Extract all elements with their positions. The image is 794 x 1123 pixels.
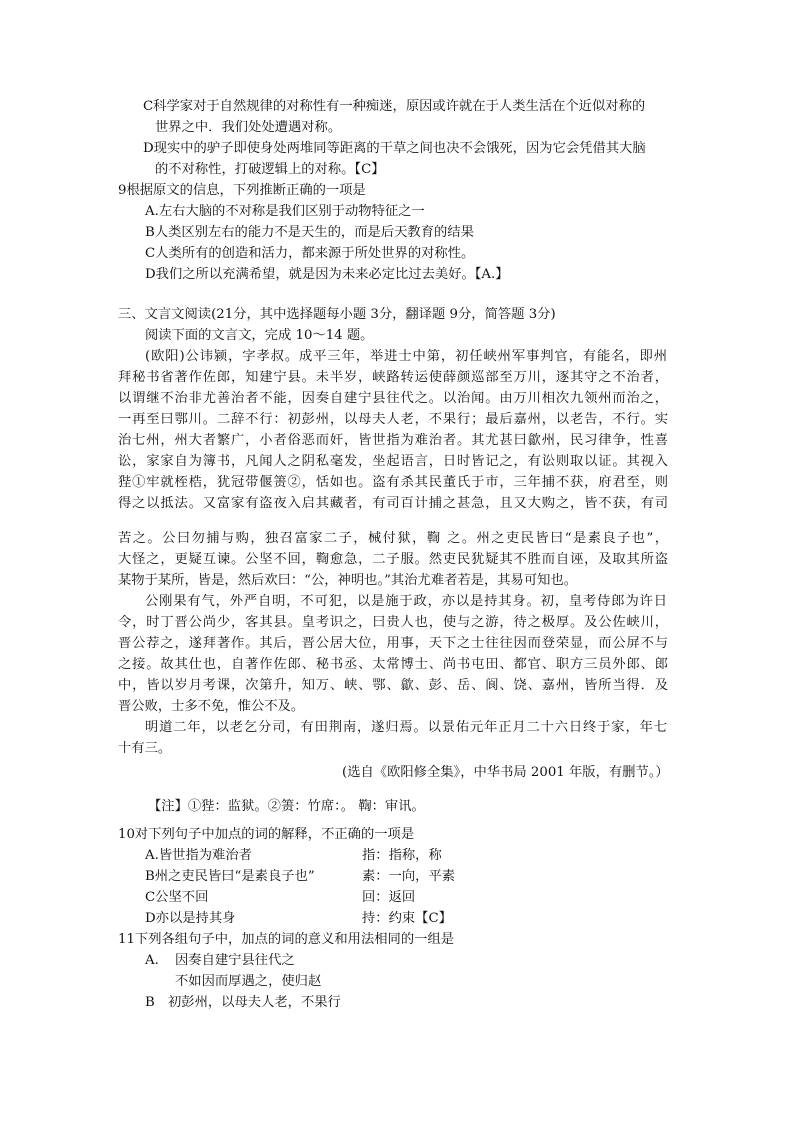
passage-line: 之接。故其仕也，自著作佐郎、秘书丞、太常博士、尚书屯田、都官、职方三员外郎、郎 [118, 657, 668, 672]
q11-option-a-label: A. [145, 953, 159, 968]
passage-line: 晋公荐之，遂拜著作。其后，晋公居大位，用事，天下之士往往因而登荣显，而公屏不与 [118, 636, 668, 651]
passage-line: 苦之。公曰勿捕与购，独召富家二子，械付狱，鞫 之。州之吏民皆曰“是素良子也”， [118, 531, 668, 546]
q10-option-b-sentence: B州之吏民皆曰“是素良子也” [145, 869, 315, 884]
q11-option-b-label: B [145, 995, 155, 1010]
q9-option-c: C人类所有的创造和活力，都来源于所处世界的对称性。 [145, 246, 475, 261]
passage-line: 讼，家家自为簿书，凡闻人之阴私毫发，坐起语言，日时皆记之，有讼则取以证。其视入 [118, 454, 668, 469]
passage-line: 大怪之，更疑互谏。公坚不回，鞫愈急，二子服。然吏民犹疑其不胜而自诬，及取其所盗 [118, 552, 668, 567]
passage-line: 某物于某所，皆是，然后欢曰：“公，神明也。”其治尤难者若是，其易可知也。 [118, 573, 578, 588]
q10-option-d-sentence: D亦以是持其身 [145, 911, 236, 926]
q11-option-b-sentence-1: 初彭州，以母夫人老，不果行 [168, 995, 341, 1010]
passage-line: 公刚果有气，外严自明，不可犯，以是施于政，亦以是持其身。初，皇考侍郎为许日 [145, 594, 667, 609]
annotation-note: 【注】①狴：监狱。②箦：竹席：。 鞫：审讯。 [148, 799, 425, 814]
q9-option-d: D我们之所以充满希望，就是因为未来必定比过去美好。【A.】 [145, 267, 509, 282]
passage-line: 以谓继不治非尤善治者不能，因奏自建宁县往代之。以治闻。由万川相次九领州而治之， [118, 391, 668, 406]
passage-line: (欧阳)公讳颍，字孝叔。成平三年，举进士中第，初任峡州军事判官，有能名，即州 [145, 349, 667, 364]
q10-option-a-gloss: 指：指称，称 [362, 848, 442, 863]
passage-line: 治七州，州大者繁广，小者俗恶而奸，皆世指为难治者。其尤甚曰歙州，民习律争，性喜 [118, 433, 668, 448]
passage-line: 十有三。 [118, 741, 172, 756]
passage-line: 中，皆以岁月考课，次第升，知万、峡、鄂、歙、彭、岳、阆、饶、嘉州，皆所当得．及 [118, 678, 668, 693]
source-citation: (选自《欧阳修全集》，中华书局 2001 年版，有删节。） [342, 765, 669, 780]
question-9: 9根据原文的信息，下列推断正确的一项是 [118, 183, 366, 198]
option-c-line-2: 世界之中．我们处处遭遇对称。 [155, 120, 342, 135]
option-d-line-1: D现实中的驴子即使身处两堆同等距离的干草之间也决不会饿死，因为它会凭借其大脑 [143, 141, 646, 156]
q9-option-a: A.左右大脑的不对称是我们区别于动物特征之一 [145, 204, 425, 219]
q11-option-a-sentence-2: 不如因而厚遇之，使归赵 [175, 974, 322, 989]
question-10: 10对下列句子中加点的词的解释，不正确的一项是 [118, 827, 415, 842]
passage-line: 得之以抵法。又富家有盗夜入启其藏者，有司百计捕之甚急，且又大购之，皆不获，有司 [118, 496, 668, 511]
q10-option-c-sentence: C公坚不回 [145, 890, 209, 905]
passage-line: 令，时丁晋公尚少，客其县。皇考识之，曰贵人也，使与之游，待之极厚。及公佐峡川， [118, 615, 668, 630]
passage-line: 狴①牢就桎梏，犹冠带偃箦②，恬如也。盗有杀其民董氏于市，三年捕不获，府君至，则 [118, 475, 668, 490]
q11-option-a-sentence-1: 因奏自建宁县往代之 [175, 953, 295, 968]
question-11: 11下列各组句子中，加点的词的意义和用法相同的一组是 [118, 932, 455, 947]
passage-line: 一再至曰鄂川。二辞不行：初彭州，以母夫人老，不果行；最后嘉州，以老告，不行。实 [118, 412, 668, 427]
passage-line: 拜秘书省著作佐郎，知建宁县。未半岁，峡路转运使薛颜巡部至万川，逐其守之不治者， [118, 370, 668, 385]
q10-option-a-sentence: A.皆世指为难治者 [145, 848, 252, 863]
q9-option-b: B人类区别左右的能力不是天生的，而是后天教育的结果 [145, 225, 474, 240]
section-three-heading: 三、文言文阅读(21分，其中选择题每小题 3分，翻译题 9分，简答题 3分) [118, 307, 556, 322]
option-d-line-2: 的不对称性，打破逻辑上的对称。【C】 [155, 162, 385, 177]
q10-option-d-gloss: 持：约束【C】 [362, 911, 452, 926]
passage-line: 晋公败，士多不免，惟公不及。 [118, 699, 305, 714]
reading-instruction: 阅读下面的文言文，完成 10～14 题。 [145, 328, 374, 343]
passage-line: 明道二年，以老乞分司，有田荆南，遂归焉。以景佑元年正月二十六日终于家，年七 [145, 720, 667, 735]
q10-option-c-gloss: 回：返回 [362, 890, 416, 905]
option-c-line-1: C科学家对于自然规律的对称性有一种痴迷，原因或许就在于人类生活在个近似对称的 [143, 99, 646, 114]
q10-option-b-gloss: 素：一向，平素 [362, 869, 456, 884]
